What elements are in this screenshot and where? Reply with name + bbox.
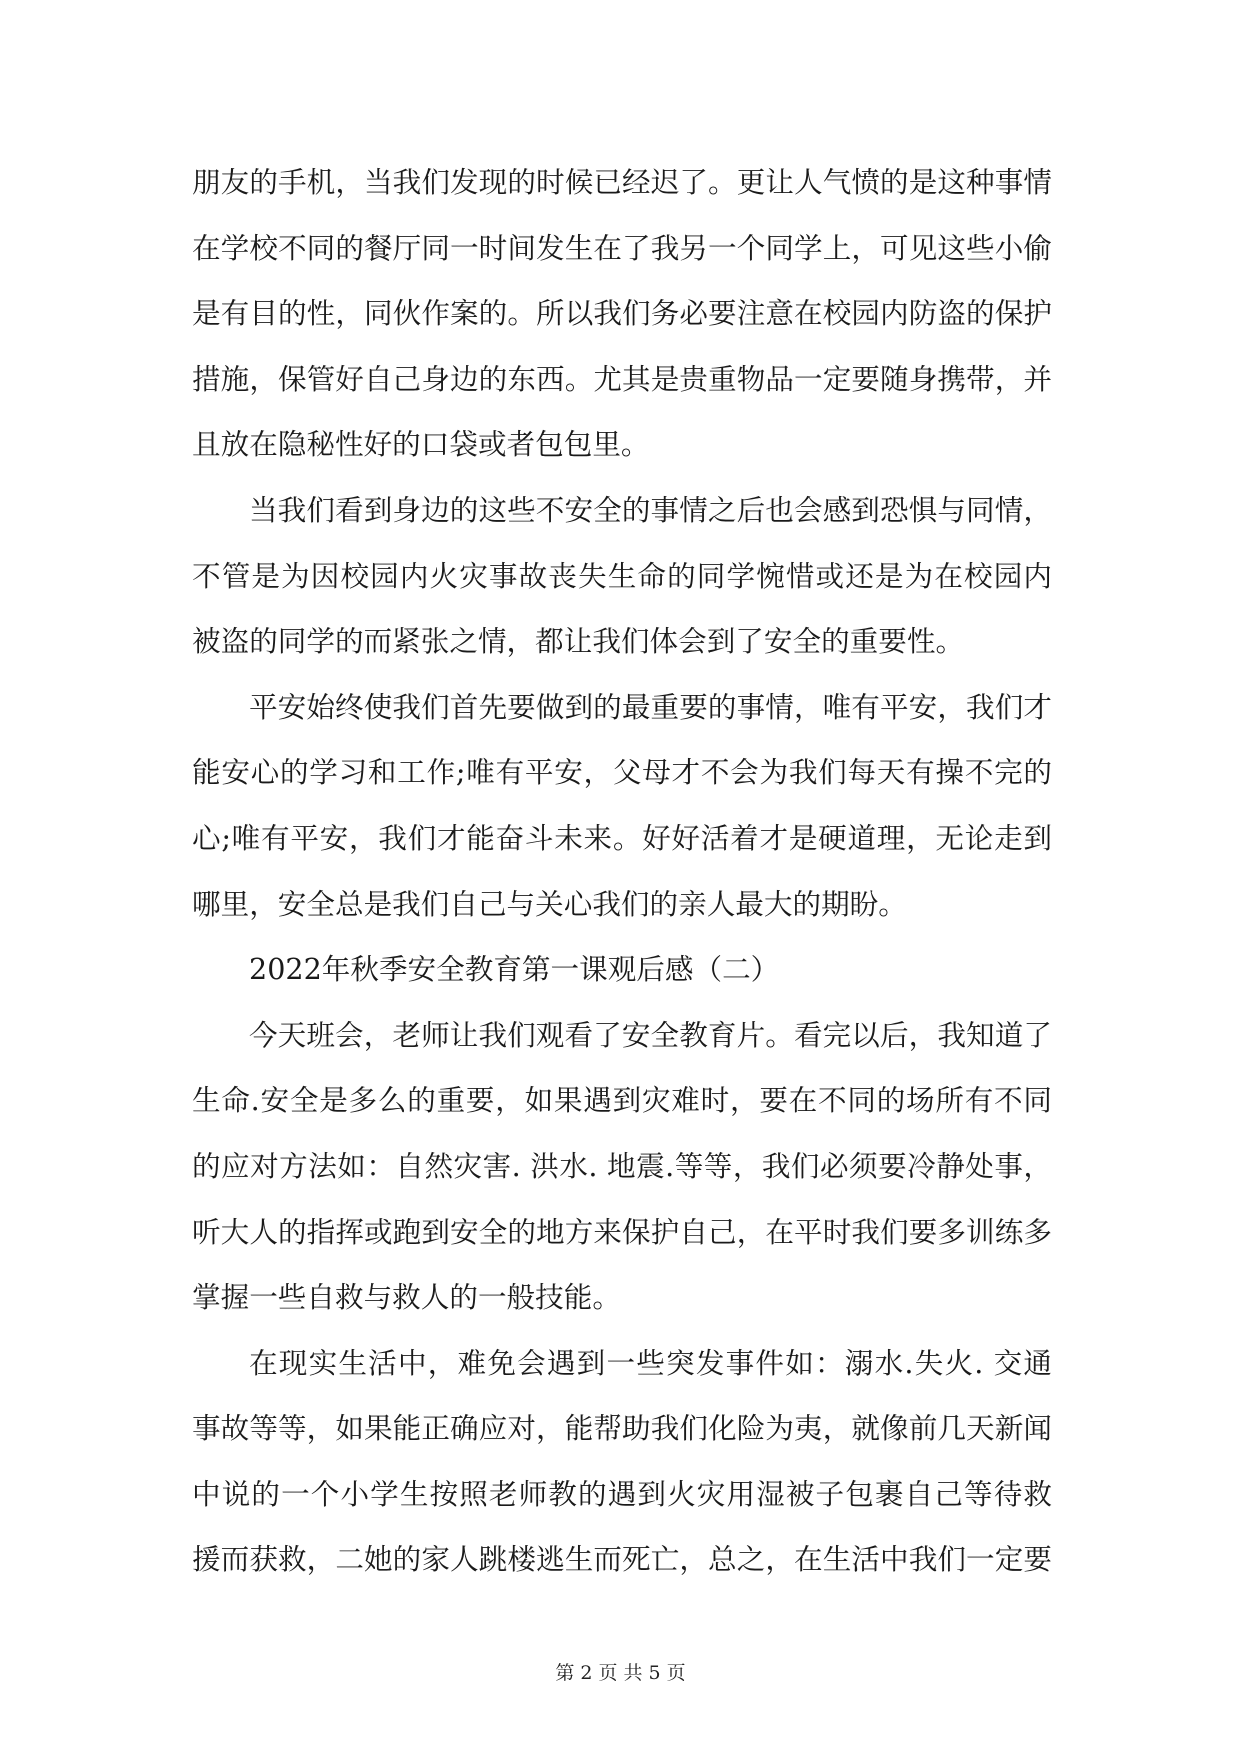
text-line: 且放在隐秘性好的口袋或者包包里。 [192, 427, 650, 462]
text-line: 援而获救，二她的家人跳楼逃生而死亡，总之，在生活中我们一定要 [192, 1542, 1052, 1577]
text-line: 生命.安全是多么的重要，如果遇到灾难时，要在不同的场所有不同 [192, 1083, 1052, 1118]
text-line: 朋友的手机，当我们发现的时候已经迟了。更让人气愤的是这种事情 [192, 165, 1052, 199]
text-line: 哪里，安全总是我们自己与关心我们的亲人最大的期盼。 [192, 886, 907, 921]
text-line: 掌握一些自救与救人的一般技能。 [192, 1280, 621, 1315]
page-number-footer: 第 2 页 共 5 页 [555, 1662, 686, 1684]
text-line: 在学校不同的餐厅同一时间发生在了我另一个同学上，可见这些小偷 [192, 230, 1052, 265]
text-line: 平安始终使我们首先要做到的最重要的事情，唯有平安，我们才 [249, 689, 1052, 724]
text-line: 不管是为因校园内火灾事故丧失生命的同学惋惜或还是为在校园内 [192, 558, 1052, 593]
text-line: 事故等等，如果能正确应对，能帮助我们化险为夷，就像前几天新闻 [192, 1411, 1052, 1446]
text-line: 被盗的同学的而紧张之情，都让我们体会到了安全的重要性。 [192, 624, 965, 659]
text-line: 中说的一个小学生按照老师教的遇到火灾用湿被子包裹自己等待救 [192, 1476, 1052, 1511]
text-line: 今天班会，老师让我们观看了安全教育片。看完以后，我知道了 [249, 1017, 1052, 1052]
text-line: 听大人的指挥或跑到安全的地方来保护自己，在平时我们要多训练多 [192, 1214, 1052, 1249]
text-line: 在现实生活中，难免会遇到一些突发事件如：溺水.失火. 交通 [249, 1345, 1052, 1380]
text-line: 是有目的性，同伙作案的。所以我们务必要注意在校园内防盗的保护 [192, 296, 1052, 331]
section-heading: 2022年秋季安全教育第一课观后感（二） [249, 952, 780, 987]
text-line: 当我们看到身边的这些不安全的事情之后也会感到恐惧与同情， [249, 492, 1052, 527]
text-line: 能安心的学习和工作;唯有平安，父母才不会为我们每天有操不完的 [192, 755, 1052, 790]
text-line: 的应对方法如：自然灾害. 洪水. 地震.等等，我们必须要冷静处事， [192, 1148, 1052, 1183]
text-line: 心;唯有平安，我们才能奋斗未来。好好活着才是硬道理，无论走到 [192, 820, 1052, 855]
text-line: 措施，保管好自己身边的东西。尤其是贵重物品一定要随身携带，并 [192, 361, 1052, 396]
document-body [192, 150, 1052, 1593]
